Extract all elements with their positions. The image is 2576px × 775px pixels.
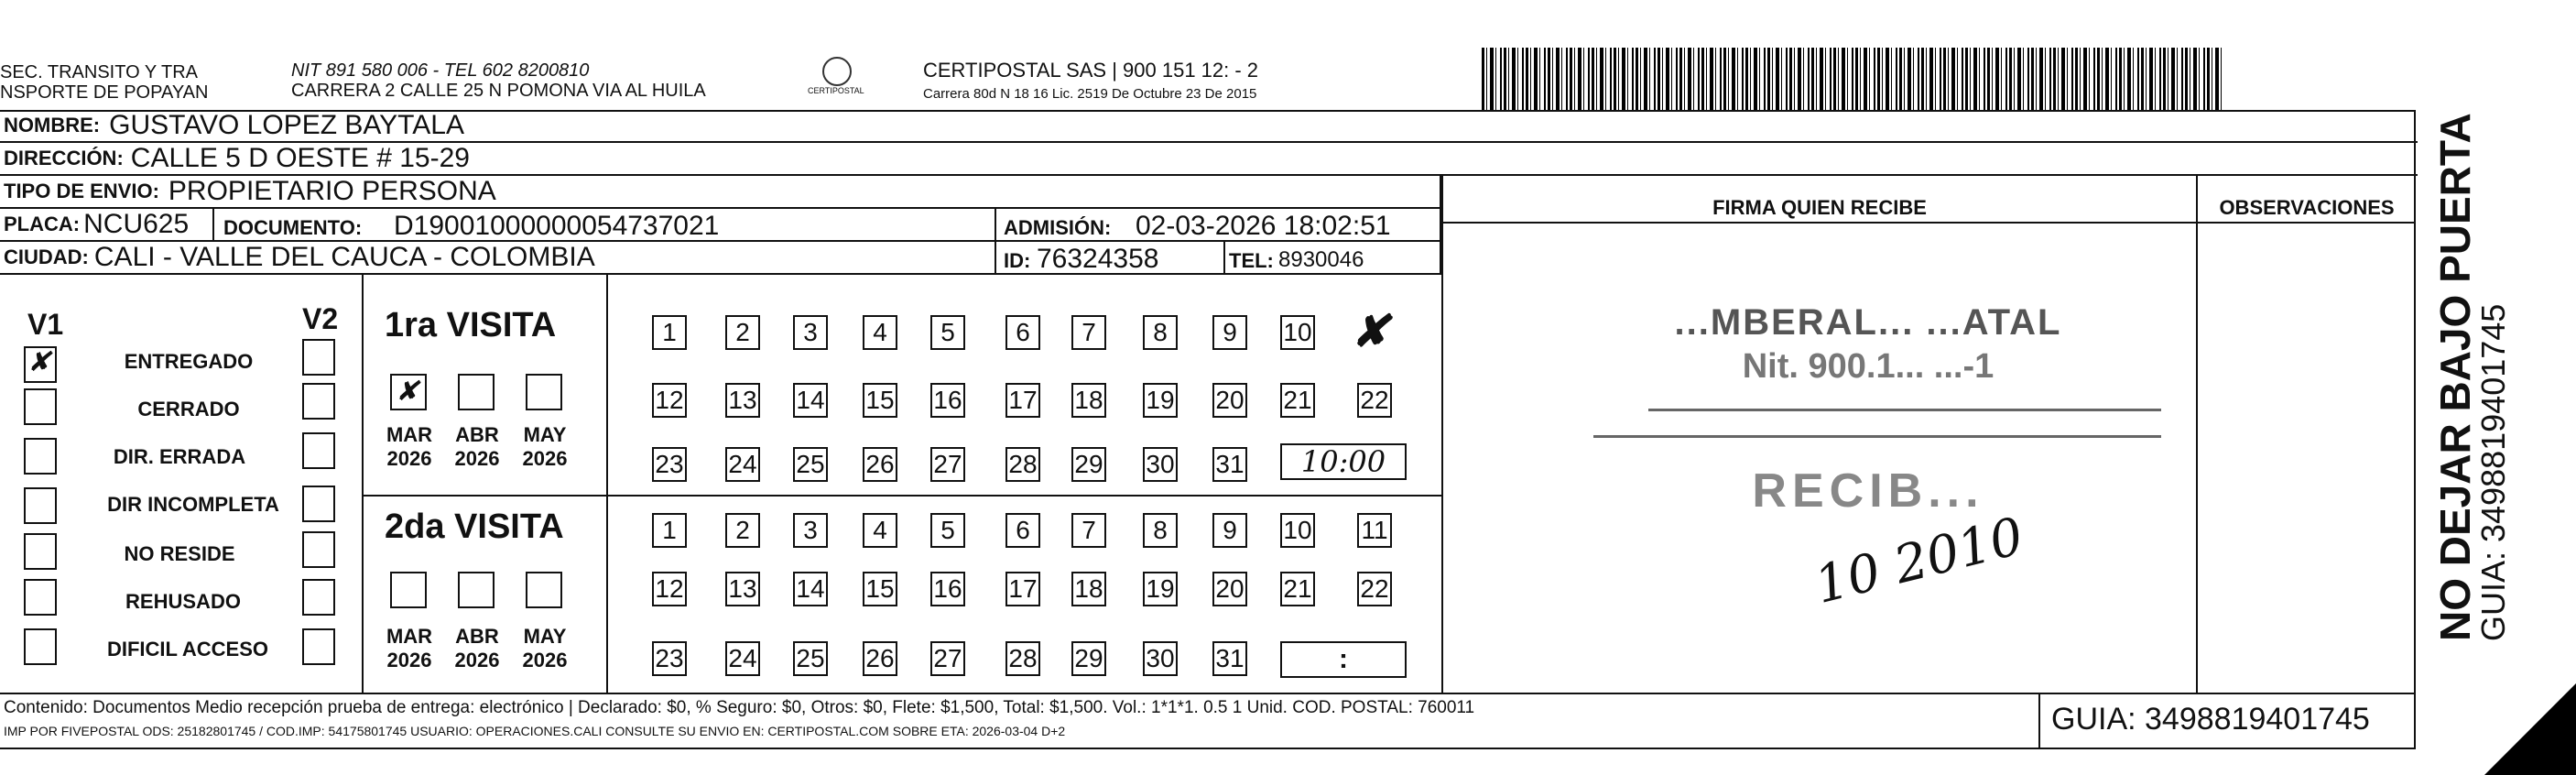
observaciones-header: OBSERVACIONES (2219, 196, 2395, 219)
documento-label: DOCUMENTO: (223, 216, 363, 239)
footer-guia-divider (2038, 693, 2040, 749)
first-visit-time[interactable]: 10:00 (1280, 443, 1407, 480)
second-visit-mar-checkbox[interactable] (390, 572, 427, 608)
status-rehusado: REHUSADO (125, 590, 241, 613)
first-day-3[interactable]: 3 (793, 315, 828, 350)
second-visit-time[interactable]: : (1280, 641, 1407, 678)
first-day-22[interactable]: 22 (1357, 383, 1392, 418)
v2-dir-incompleta-checkbox[interactable] (302, 486, 335, 522)
first-day-10[interactable]: 10 (1280, 315, 1315, 350)
carrier-line1: CERTIPOSTAL SAS | 900 151 12: - 2 (923, 59, 1259, 82)
stamp-line1: ...MBERAL... ...ATAL (1674, 302, 2062, 343)
first-day-31[interactable]: 31 (1212, 447, 1247, 482)
second-month-abr-label: ABR (455, 625, 499, 648)
documento-value: D19001000000054737021 (394, 211, 720, 241)
row-direccion (0, 143, 2418, 176)
side-notice-line1: NO DEJAR BAJO PUERTA (2431, 113, 2479, 641)
first-day-18[interactable]: 18 (1071, 383, 1106, 418)
first-day-29[interactable]: 29 (1071, 447, 1106, 482)
carrier-logo-icon (822, 57, 852, 86)
v1-rehusado-checkbox[interactable] (24, 579, 57, 616)
visit-h-divider (362, 495, 1443, 497)
nombre-label: NOMBRE: (4, 114, 101, 136)
stamp-rule2 (1593, 435, 2161, 438)
admision-label: ADMISIÓN: (1004, 216, 1112, 239)
v1-label: V1 (27, 308, 64, 341)
second-month-may-year: 2026 (522, 649, 568, 671)
second-day-18[interactable]: 18 (1071, 572, 1106, 606)
second-day-5[interactable]: 5 (930, 513, 965, 548)
status-entregado: ENTREGADO (124, 350, 254, 373)
first-day-11-mark[interactable]: ✘ (1352, 306, 1389, 357)
second-day-10[interactable]: 10 (1280, 513, 1315, 548)
side-notice (2430, 113, 2513, 641)
second-day-23[interactable]: 23 (652, 641, 687, 676)
first-visit-title: 1ra VISITA (385, 306, 557, 344)
second-day-3[interactable]: 3 (793, 513, 828, 548)
second-day-16[interactable]: 16 (930, 572, 965, 606)
v2-rehusado-checkbox[interactable] (302, 579, 335, 616)
carrier-info (923, 59, 1258, 102)
first-day-30[interactable]: 30 (1143, 447, 1178, 482)
second-day-13[interactable]: 13 (725, 572, 760, 606)
second-day-29[interactable]: 29 (1071, 641, 1106, 676)
second-day-17[interactable]: 17 (1005, 572, 1040, 606)
second-day-11[interactable]: 11 (1357, 513, 1392, 548)
first-day-26[interactable]: 26 (863, 447, 897, 482)
second-month-may (513, 625, 577, 672)
first-month-abr-year: 2026 (454, 447, 500, 470)
second-day-6[interactable]: 6 (1005, 513, 1040, 548)
status-dificil-acceso: DIFICIL ACCESO (106, 638, 268, 660)
first-day-2[interactable]: 2 (725, 315, 760, 350)
second-day-15[interactable]: 15 (863, 572, 897, 606)
second-visit-title: 2da VISITA (385, 508, 564, 546)
tel-label: TEL: (1229, 249, 1274, 272)
first-month-abr-label: ABR (455, 423, 499, 446)
first-day-19[interactable]: 19 (1143, 383, 1178, 418)
row-tipo (0, 176, 1441, 209)
placa-divider (212, 209, 214, 242)
placa-value: NCU625 (83, 209, 190, 239)
status-no-reside: NO RESIDE (124, 542, 235, 565)
status-cerrado: CERRADO (137, 398, 240, 420)
ciudad-label: CIUDAD: (4, 246, 89, 268)
first-day-13[interactable]: 13 (725, 383, 760, 418)
first-month-mar-year: 2026 (386, 447, 432, 470)
second-day-28[interactable]: 28 (1005, 641, 1040, 676)
nit-line1: NIT 891 580 006 - TEL 602 8200810 (291, 60, 590, 81)
corner-triangle (2484, 683, 2576, 775)
first-day-24[interactable]: 24 (725, 447, 760, 482)
first-visit-mar-checkbox[interactable]: ✘ (390, 374, 427, 410)
v1-dir-errada-checkbox[interactable] (24, 438, 57, 475)
second-month-mar (377, 625, 441, 672)
side-notice-line2: GUIA: 3498819401745 (2474, 303, 2512, 641)
v2-cerrado-checkbox[interactable] (302, 383, 335, 420)
first-month-may (513, 423, 577, 471)
first-day-5[interactable]: 5 (930, 315, 965, 350)
admision-value: 02-03-2026 18:02:51 (1136, 211, 1391, 241)
first-day-20[interactable]: 20 (1212, 383, 1247, 418)
tel-value: 8930046 (1278, 247, 1364, 272)
placa-label: PLACA: (4, 213, 81, 235)
carrier-line2: Carrera 80d N 18 16 Lic. 2519 De Octubre 23 De 2015 (923, 86, 1257, 102)
v2-label: V2 (302, 302, 339, 335)
second-month-may-label: MAY (523, 625, 567, 648)
footer-imp: IMP POR FIVEPOSTAL ODS: 25182801745 / COD.IMP: 54175801745 USUARIO: OPERACIONES.CALI CONSULTE SU ENVIO EN: CERTIPOSTAL.COM SOBRE ETA: 2026-03-04 D+2 (4, 724, 1066, 738)
second-day-27[interactable]: 27 (930, 641, 965, 676)
second-day-9[interactable]: 9 (1212, 513, 1247, 548)
first-day-12[interactable]: 12 (652, 383, 687, 418)
second-day-21[interactable]: 21 (1280, 572, 1315, 606)
first-day-9[interactable]: 9 (1212, 315, 1247, 350)
carrier-logo-text: CERTIPOSTAL (808, 86, 864, 95)
direccion-label: DIRECCIÓN: (4, 147, 124, 169)
second-day-20[interactable]: 20 (1212, 572, 1247, 606)
first-day-6[interactable]: 6 (1005, 315, 1040, 350)
first-day-16[interactable]: 16 (930, 383, 965, 418)
sender-line1: SEC. TRANSITO Y TRA (0, 62, 198, 82)
second-month-abr (445, 625, 509, 672)
first-day-17[interactable]: 17 (1005, 383, 1040, 418)
stamp-line2: Nit. 900.1... ...-1 (1742, 347, 1994, 386)
second-day-14[interactable]: 14 (793, 572, 828, 606)
visit-v-divider (606, 275, 608, 693)
first-day-28[interactable]: 28 (1005, 447, 1040, 482)
sender-nit (291, 60, 706, 101)
second-month-abr-year: 2026 (454, 649, 500, 671)
nombre-value: GUSTAVO LOPEZ BAYTALA (109, 110, 464, 140)
v2-dir-errada-checkbox[interactable] (302, 432, 335, 469)
stamp-rule1 (1648, 409, 2161, 411)
second-month-mar-year: 2026 (386, 649, 432, 671)
second-day-7[interactable]: 7 (1071, 513, 1106, 548)
first-day-21[interactable]: 21 (1280, 383, 1315, 418)
v1-cerrado-checkbox[interactable] (24, 388, 57, 425)
second-day-30[interactable]: 30 (1143, 641, 1178, 676)
second-day-8[interactable]: 8 (1143, 513, 1178, 548)
first-day-23[interactable]: 23 (652, 447, 687, 482)
second-day-22[interactable]: 22 (1357, 572, 1392, 606)
barcode (1482, 48, 2223, 110)
firma-header: FIRMA QUIEN RECIBE (1712, 196, 1927, 219)
first-day-27[interactable]: 27 (930, 447, 965, 482)
first-day-14[interactable]: 14 (793, 383, 828, 418)
second-day-19[interactable]: 19 (1143, 572, 1178, 606)
second-day-4[interactable]: 4 (863, 513, 897, 548)
status-dir-errada: DIR. ERRADA (113, 445, 246, 468)
v2-dificil-acceso-checkbox[interactable] (302, 628, 335, 665)
second-visit-may-checkbox[interactable] (526, 572, 562, 608)
status-dir-incompleta: DIR INCOMPLETA (107, 493, 279, 516)
v1-dir-incompleta-checkbox[interactable] (24, 487, 57, 524)
first-day-25[interactable]: 25 (793, 447, 828, 482)
handwritten-date: 10 2010 (1809, 506, 2030, 617)
first-month-may-label: MAY (523, 423, 567, 446)
tipo-value: PROPIETARIO PERSONA (168, 176, 496, 206)
footer-contenido: Contenido: Documentos Medio recepción prueba de entrega: electrónico | Declarado: $0, % Seguro: $0, Otros: $0, Flete: $1,500, Total: $1,500. Vol.: 1*1*1. 0.5 1 Unid. COD. POSTAL: 760011 (4, 698, 1475, 717)
second-month-mar-label: MAR (386, 625, 433, 648)
tipo-label: TIPO DE ENVIO: (4, 180, 159, 202)
second-day-31[interactable]: 31 (1212, 641, 1247, 676)
second-visit-abr-checkbox[interactable] (458, 572, 495, 608)
ciudad-value: CALI - VALLE DEL CAUCA - COLOMBIA (93, 242, 595, 272)
first-day-15[interactable]: 15 (863, 383, 897, 418)
first-day-4[interactable]: 4 (863, 315, 897, 350)
tel-divider (1223, 242, 1225, 275)
first-visit-may-checkbox[interactable] (526, 374, 562, 410)
first-visit-abr-checkbox[interactable] (458, 374, 495, 410)
v1-entregado-checkbox[interactable]: ✘ (24, 346, 57, 383)
footer-guia: GUIA: 3498819401745 (2051, 702, 2370, 737)
second-day-24[interactable]: 24 (725, 641, 760, 676)
nit-line2: CARRERA 2 CALLE 25 N POMONA VIA AL HUILA (291, 81, 706, 101)
sender-line2: NSPORTE DE POPAYAN (0, 82, 209, 103)
first-day-8[interactable]: 8 (1143, 315, 1178, 350)
header-line-right (1441, 222, 2416, 224)
id-label: ID: (1004, 249, 1031, 272)
v1-dificil-acceso-checkbox[interactable] (24, 628, 57, 665)
id-value: 76324358 (1037, 244, 1159, 274)
v2-no-reside-checkbox[interactable] (302, 531, 335, 568)
second-day-25[interactable]: 25 (793, 641, 828, 676)
second-day-26[interactable]: 26 (863, 641, 897, 676)
firma-column-divider (1441, 176, 1443, 693)
first-day-7[interactable]: 7 (1071, 315, 1106, 350)
v1-no-reside-checkbox[interactable] (24, 533, 57, 570)
first-month-may-year: 2026 (522, 447, 568, 470)
first-month-mar-label: MAR (386, 423, 433, 446)
stamp-line3: RECIB... (1752, 464, 1984, 518)
first-month-abr (445, 423, 509, 471)
row-nombre (0, 110, 2418, 143)
second-day-12[interactable]: 12 (652, 572, 687, 606)
direccion-value: CALLE 5 D OESTE # 15-29 (130, 143, 470, 173)
first-day-1[interactable]: 1 (652, 315, 687, 350)
bottom-rule (0, 693, 2416, 694)
sender-name (0, 62, 208, 103)
second-day-2[interactable]: 2 (725, 513, 760, 548)
second-day-1[interactable]: 1 (652, 513, 687, 548)
first-month-mar (377, 423, 441, 471)
status-v-divider (362, 275, 364, 693)
v2-entregado-checkbox[interactable] (302, 339, 335, 376)
